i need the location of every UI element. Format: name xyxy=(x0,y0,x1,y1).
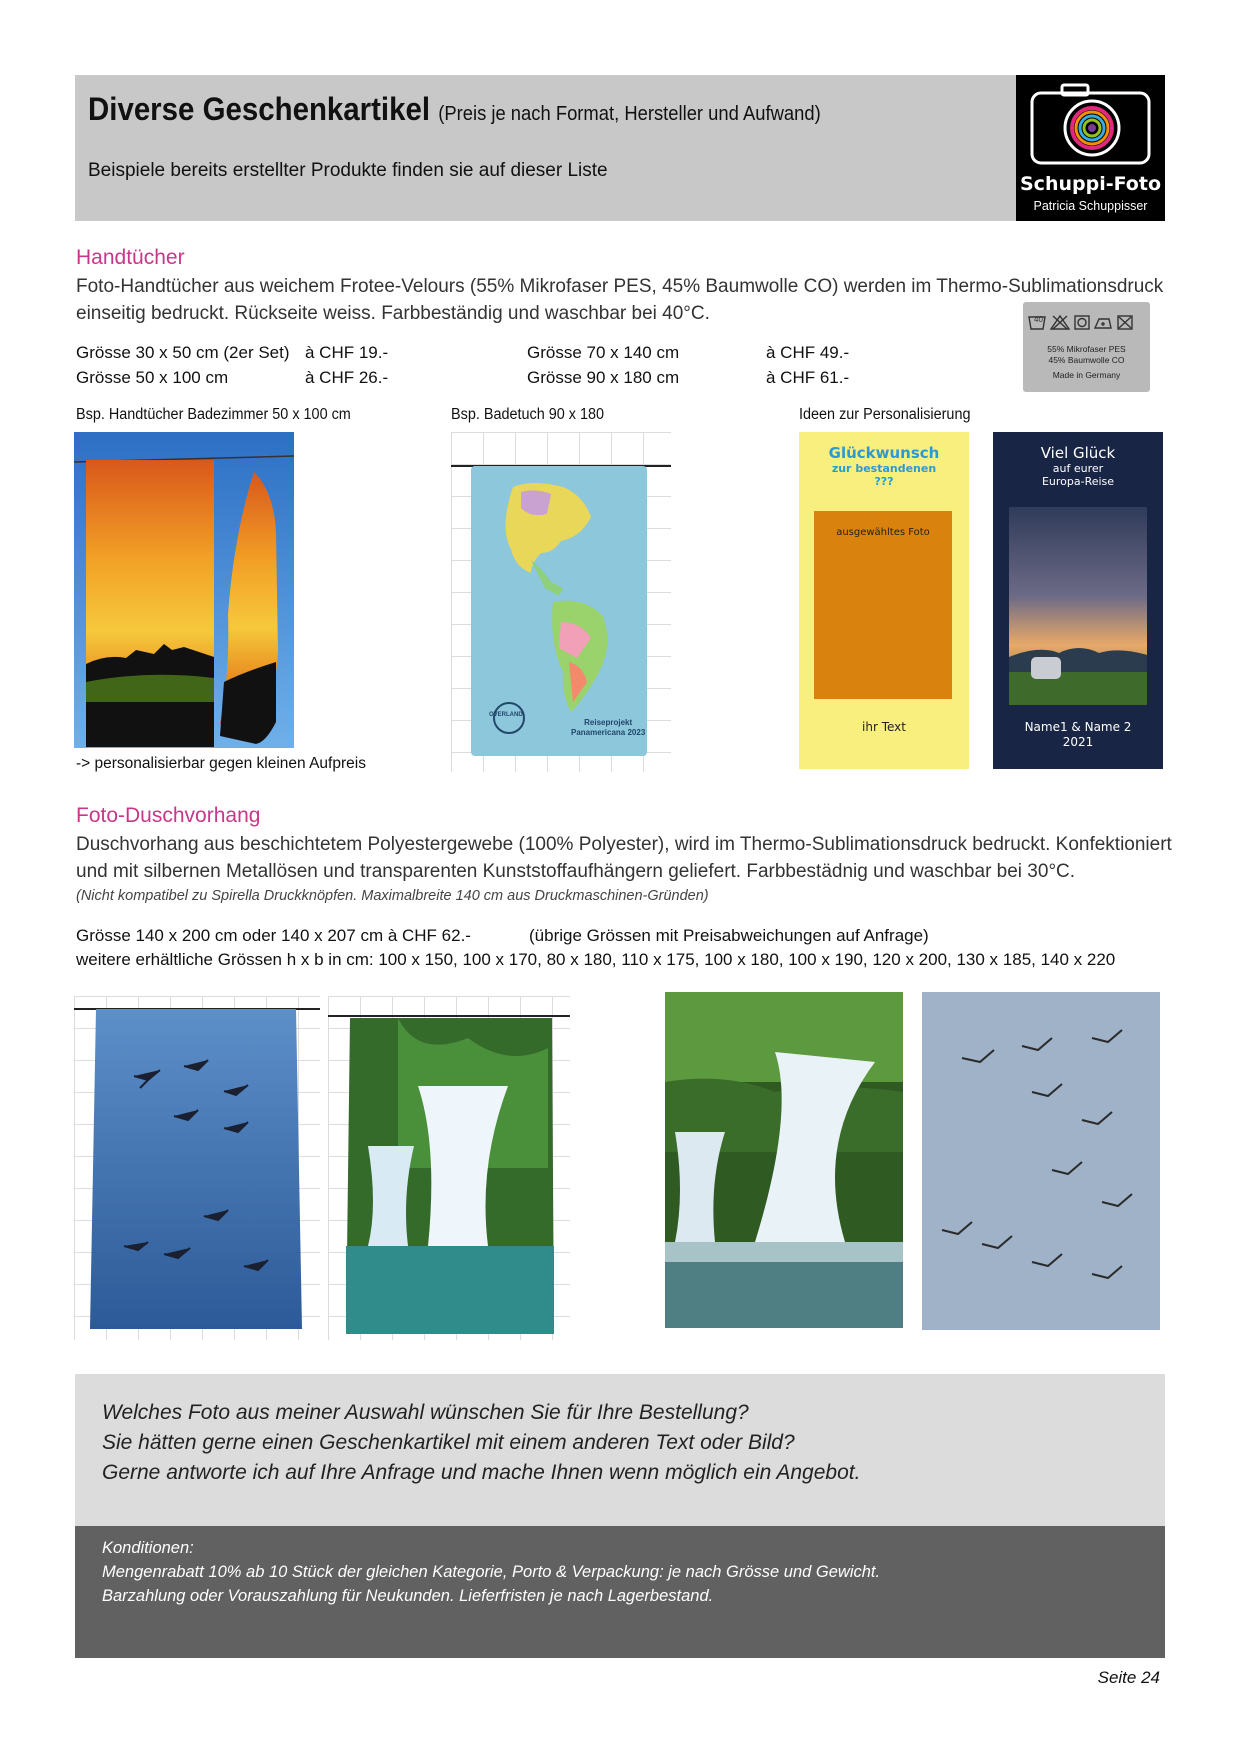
request-line: Welches Foto aus meiner Auswahl wünschen Sie für Ihre Bestellung? xyxy=(102,1401,749,1424)
idea1-photo-placeholder xyxy=(814,511,952,699)
idea1-line3: ??? xyxy=(874,475,894,488)
map-towel-text-1: Reiseprojekt xyxy=(584,718,633,727)
caption-ideas: Ideen zur Personalisierung xyxy=(799,406,971,423)
photo-curtain-cranes xyxy=(74,996,320,1340)
care-label xyxy=(1023,302,1150,392)
curtain-price: Grösse 140 x 200 cm oder 140 x 207 cm à CHF 62.- xyxy=(76,926,471,945)
idea1-footer: ihr Text xyxy=(862,720,906,734)
price-value: à CHF 61.- xyxy=(766,368,850,387)
camera-rainbow-icon xyxy=(1016,75,1165,175)
price-row: Grösse 30 x 50 cm (2er Set) xyxy=(76,343,290,362)
price-row: Grösse 90 x 180 cm xyxy=(527,368,680,387)
personalise-note: -> personalisierbar gegen kleinen Aufpreis xyxy=(76,755,366,772)
page-number: Seite 24 xyxy=(1097,1668,1160,1687)
logo-owner: Patricia Schuppisser xyxy=(1033,199,1148,213)
map-towel-text-2: Panamericana 2023 xyxy=(571,728,646,737)
care-line-1: 55% Mikrofaser PES xyxy=(1047,344,1126,354)
map-towel-badge: OVERLAND xyxy=(489,712,523,718)
price-value: à CHF 49.- xyxy=(766,343,850,362)
care-line-2: 45% Baumwolle CO xyxy=(1048,355,1125,365)
page-subtitle: Beispiele bereits erstellter Produkte finden sie auf dieser Liste xyxy=(88,160,608,181)
idea1-line2: zur bestandenen xyxy=(831,462,937,475)
care-line-3: Made in Germany xyxy=(1052,370,1121,380)
request-line: Sie hätten gerne einen Geschenkartikel mit einem anderen Text oder Bild? xyxy=(102,1431,795,1454)
curtain-sizes: weitere erhältliche Grössen h x b in cm: 100 x 150, 100 x 170, 80 x 180, 110 x 175, 100 x 180, 100 x 190, 120 x 200, 130 x 185, 140 x 220 xyxy=(76,950,1116,969)
request-box xyxy=(75,1374,1165,1526)
idea2-line3: Europa-Reise xyxy=(1041,475,1115,488)
photo-cranes xyxy=(922,992,1160,1330)
caption-beach: Bsp. Badetuch 90 x 180 xyxy=(451,406,605,423)
idea2-photo xyxy=(1009,507,1147,705)
curtain-price-extra: (übrige Grössen mit Preisabweichungen auf Anfrage) xyxy=(529,926,929,945)
conditions-line: Barzahlung oder Vorauszahlung für Neukunden. Lieferfristen je nach Lagerbestand. xyxy=(102,1587,714,1605)
logo xyxy=(1016,75,1165,221)
idea-towel-travel xyxy=(993,432,1163,769)
page-title: Diverse Geschenkartikel (Preis je nach Format, Hersteller und Aufwand) xyxy=(88,91,821,127)
curtain-heading: Foto-Duschvorhang xyxy=(76,804,261,827)
idea2-names: Name1 & Name 2 xyxy=(1024,720,1132,734)
idea1-title: Glückwunsch xyxy=(828,444,940,462)
price-value: à CHF 19.- xyxy=(305,343,389,362)
conditions-line: Mengenrabatt 10% ab 10 Stück der gleichen Kategorie, Porto & Verpackung: je nach Grösse und Gewicht. xyxy=(102,1563,881,1581)
idea-towel-congrats xyxy=(799,432,969,769)
logo-name: Schuppi-Foto xyxy=(1020,173,1161,195)
photo-bathroom-towels xyxy=(74,432,294,748)
photo-curtain-waterfall xyxy=(328,996,570,1340)
caption-bathroom: Bsp. Handtücher Badezimmer 50 x 100 cm xyxy=(76,406,351,423)
idea2-title: Viel Glück xyxy=(1040,444,1116,462)
price-value: à CHF 26.- xyxy=(305,368,389,387)
towels-heading: Handtücher xyxy=(76,246,185,269)
price-row: Grösse 70 x 140 cm xyxy=(527,343,680,362)
curtain-note: (Nicht kompatibel zu Spirella Druckknöpfen. Maximalbreite 140 cm aus Druckmaschinen-Gründen) xyxy=(76,888,709,904)
conditions-box xyxy=(75,1526,1165,1658)
curtain-description: Duschvorhang aus beschichtetem Polyestergewebe (100% Polyester), wird im Thermo-Sublimationsdruck bedruckt. Konfektioniert und mit silbernen Metallösen und transparenten Kunststoffaufhängern geliefert. Farbbestädnig und waschbar bei 30°C. xyxy=(76,834,1172,882)
header-band xyxy=(75,75,1165,221)
photo-beach-towel xyxy=(451,432,671,772)
request-line: Gerne antworte ich auf Ihre Anfrage und mache Ihnen wenn möglich ein Angebot. xyxy=(102,1461,861,1484)
idea2-year: 2021 xyxy=(1062,735,1094,749)
photo-waterfall xyxy=(665,992,903,1328)
price-row: Grösse 50 x 100 cm xyxy=(76,368,229,387)
conditions-heading: Konditionen: xyxy=(102,1539,194,1557)
wash-temp: 40 xyxy=(1034,315,1043,324)
idea2-line2: auf eurer xyxy=(1052,462,1104,475)
idea1-photo-label: ausgewähltes Foto xyxy=(836,527,930,538)
towels-description: Foto-Handtücher aus weichem Frotee-Velours (55% Mikrofaser PES, 45% Baumwolle CO) werden im Thermo-Sublimationsdruck einseitig bedruckt. Rückseite weiss. Farbbeständig und waschbar bei 40°C. xyxy=(76,276,1164,324)
